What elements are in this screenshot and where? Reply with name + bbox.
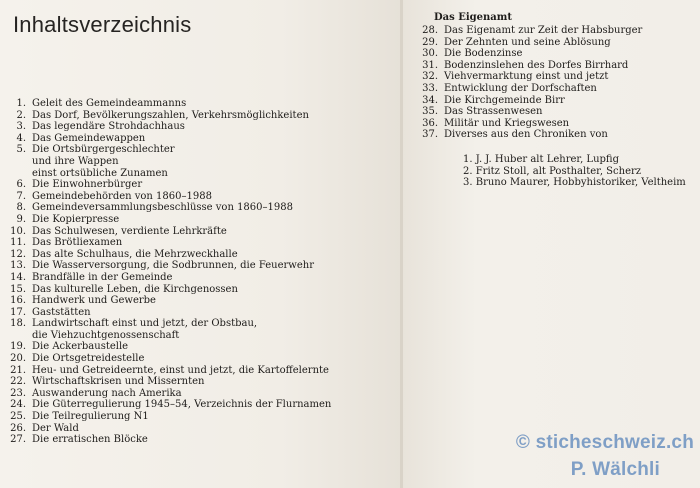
toc-entry-line: Die Teilregulierung N1 [32,411,149,423]
toc-entry-number: 13. [10,260,26,272]
toc-entry-title [444,71,608,83]
toc-entry-title [32,423,79,435]
toc-entry-line: Das Eigenamt zur Zeit der Habsburger [444,25,643,36]
toc-entry-number: 16. [10,295,26,307]
toc-entry-number: 32. [422,71,438,83]
toc-entry-title [32,388,182,400]
toc-entry-title [32,272,172,284]
toc-entry-number: 18. [10,318,26,330]
toc-entry-title [444,129,608,141]
chronicle-sources-list [463,154,686,189]
watermark-site: © sticheschweiz.ch [515,432,694,453]
toc-entry-title [444,95,565,107]
toc-entry-number: 12. [10,248,26,260]
toc-entry [4,272,394,284]
toc-entry-number: 27. [10,434,26,446]
toc-entry-line: Die Ortsgetreidestelle [32,353,145,365]
toc-entry-line: Landwirtschaft einst und jetzt, der Obstbau, [32,318,258,330]
toc-entry [4,202,394,214]
toc-entry [4,411,394,423]
toc-entry [4,110,394,122]
toc-entry-line: Wirtschaftskrisen und Missernten [32,376,205,388]
toc-entry-title [444,83,597,95]
toc-entry-line: Die Wasserversorgung, die Sodbrunnen, die Feuerwehr [32,260,314,272]
toc-entry-title [32,411,149,423]
book-gutter [400,0,403,488]
toc-entry [4,388,394,400]
toc-entry-title [32,341,128,353]
toc-list-right [416,25,696,141]
toc-entry [4,341,394,353]
toc-entry-line: Viehvermarktung einst und jetzt [444,71,609,83]
page-title: Inhaltsverzeichnis [13,12,192,37]
toc-entry-line: Der Wald [32,422,79,434]
toc-entry [416,95,696,107]
toc-entry-line: Gaststätten [32,306,91,318]
toc-entry [4,423,394,435]
toc-entry-line: Die Bodenzinse [444,48,523,60]
toc-entry-line: Die Güterregulierung 1945–54, Verzeichnis der Flurnamen [32,399,332,411]
toc-entry-line: Das Schulwesen, verdiente Lehrkräfte [32,225,227,237]
toc-entry-title [32,295,156,307]
toc-entry-line: Diverses aus den Chroniken von [444,129,608,141]
toc-entry-line: die Viehzuchtgenossenschaft [32,329,180,341]
toc-entry [416,71,696,83]
toc-entry [4,353,394,365]
toc-entry-title [444,118,569,130]
toc-entry-line: Das Dorf, Bevölkerungszahlen, Verkehrsmöglichkeiten [32,109,309,121]
toc-entry [4,260,394,272]
section-heading-eigenamt: Das Eigenamt [434,12,512,23]
toc-entry-number: 37. [422,129,438,141]
toc-entry [416,48,696,60]
toc-entry [416,25,696,37]
toc-entry [416,106,696,118]
toc-entry-title [32,144,175,179]
toc-entry-line: Auswanderung nach Amerika [32,387,182,399]
toc-entry-line: Die erratischen Blöcke [32,434,148,446]
toc-entry [416,37,696,49]
toc-entry-number: 30. [422,48,438,60]
toc-entry-line: Der Zehnten und seine Ablösung [444,36,611,48]
toc-entry-number: 34. [422,94,438,106]
chronicle-source-item: 2. Fritz Stoll, alt Posthalter, Scherz [463,165,642,177]
toc-entry [4,434,394,446]
toc-entry-number: 26. [10,422,26,434]
toc-entry-line: Gemeindebehörden von 1860–1988 [32,190,212,202]
toc-entry [4,179,394,191]
toc-entry-number: 7. [16,190,26,202]
toc-list-left [4,98,394,446]
toc-entry-title [444,37,611,49]
toc-entry [416,129,696,141]
toc-entry-line: Geleit des Gemeindeammanns [32,98,187,109]
toc-entry-number: 36. [422,117,438,129]
toc-entry [4,307,394,319]
chronicle-source-item: 3. Bruno Maurer, Hobbyhistoriker, Veltheim [463,177,686,189]
toc-entry-title [32,226,227,238]
toc-entry-number: 4. [16,132,26,144]
toc-entry-line: Gemeindeversammlungsbeschlüsse von 1860–1988 [32,202,293,214]
toc-entry-line: Heu- und Getreideernte, einst und jetzt, die Kartoffelernte [32,364,329,376]
toc-entry-title [32,191,212,203]
toc-entry-number: 6. [16,179,26,191]
toc-entry-number: 24. [10,399,26,411]
toc-entry-number: 2. [16,109,26,121]
toc-entry-title [32,318,257,341]
toc-entry-title [32,237,122,249]
toc-entry [4,284,394,296]
toc-entry-line: Die Kopierpresse [32,213,120,225]
toc-entry-line: Bodenzinslehen des Dorfes Birrhard [444,59,629,71]
toc-entry-number: 14. [10,271,26,283]
toc-entry-line: Die Einwohnerbürger [32,179,143,191]
toc-entry-title [32,260,314,272]
toc-entry-line: Das legendäre Strohdachhaus [32,121,185,133]
toc-entry-title [32,399,331,411]
toc-entry-title [444,106,543,118]
toc-entry-line: einst ortsübliche Zunamen [32,167,168,179]
toc-entry-number: 11. [10,237,26,249]
toc-entry [416,118,696,130]
toc-entry-line: Die Ortsbürgergeschlechter [32,144,175,156]
toc-entry-title [32,353,144,365]
chronicle-source-item: 1. J. J. Huber alt Lehrer, Lupfig [463,154,619,165]
toc-entry-title [32,121,185,133]
toc-entry [4,318,394,341]
toc-entry [4,249,394,261]
toc-entry-line: Das kulturelle Leben, die Kirchgenossen [32,283,238,295]
toc-entry-title [32,365,329,377]
watermark-author: P. Wälchli [570,459,660,480]
toc-entry [4,295,394,307]
toc-entry-line: und ihre Wappen [32,155,119,167]
toc-entry-number: 3. [16,121,26,133]
toc-entry-title [32,179,142,191]
toc-entry-line: Handwerk und Gewerbe [32,295,156,307]
toc-entry-title [32,249,238,261]
toc-entry [4,376,394,388]
toc-entry-title [32,284,238,296]
toc-entry-title [32,98,186,110]
toc-entry-number: 23. [10,387,26,399]
toc-entry-title [32,133,145,145]
toc-entry-line: Brandfälle in der Gemeinde [32,271,173,283]
toc-entry-number: 31. [422,59,438,71]
toc-entry-line: Die Kirchgemeinde Birr [444,94,565,106]
toc-entry-number: 5. [16,144,26,156]
toc-entry [416,83,696,95]
toc-entry-number: 17. [10,306,26,318]
toc-entry-line: Entwicklung der Dorfschaften [444,82,597,94]
toc-entry-number: 20. [10,353,26,365]
toc-entry [4,191,394,203]
toc-entry-number: 10. [10,225,26,237]
toc-entry [4,237,394,249]
toc-entry-number: 1. [16,98,26,109]
toc-entry [4,98,394,110]
toc-entry-number: 15. [10,283,26,295]
toc-entry [4,144,394,179]
toc-entry-number: 25. [10,411,26,423]
toc-entry-line: Die Ackerbaustelle [32,341,129,353]
toc-entry [4,226,394,238]
toc-entry [4,399,394,411]
toc-entry-title [32,214,119,226]
toc-entry [416,60,696,72]
toc-entry-title [32,202,293,214]
toc-entry-number: 29. [422,36,438,48]
toc-entry-number: 9. [16,213,26,225]
toc-entry-title [32,307,91,319]
toc-entry-number: 28. [422,25,438,36]
toc-entry-number: 21. [10,364,26,376]
toc-entry-title [444,48,522,60]
toc-entry-title [444,25,642,37]
toc-entry-number: 35. [422,106,438,118]
toc-entry-title [32,110,309,122]
toc-entry-title [32,434,148,446]
toc-entry [4,214,394,226]
toc-entry-line: Militär und Kriegswesen [444,117,570,129]
toc-entry-number: 33. [422,82,438,94]
toc-entry-line: Das Gemeindewappen [32,132,146,144]
toc-entry-number: 22. [10,376,26,388]
toc-entry-line: Das alte Schulhaus, die Mehrzweckhalle [32,248,238,260]
toc-entry [4,365,394,377]
toc-entry-line: Das Brötliexamen [32,237,123,249]
toc-entry-title [32,376,204,388]
toc-entry-title [444,60,628,72]
toc-entry [4,133,394,145]
toc-entry-line: Das Strassenwesen [444,106,543,118]
toc-entry [4,121,394,133]
toc-entry-number: 8. [16,202,26,214]
toc-entry-number: 19. [10,341,26,353]
